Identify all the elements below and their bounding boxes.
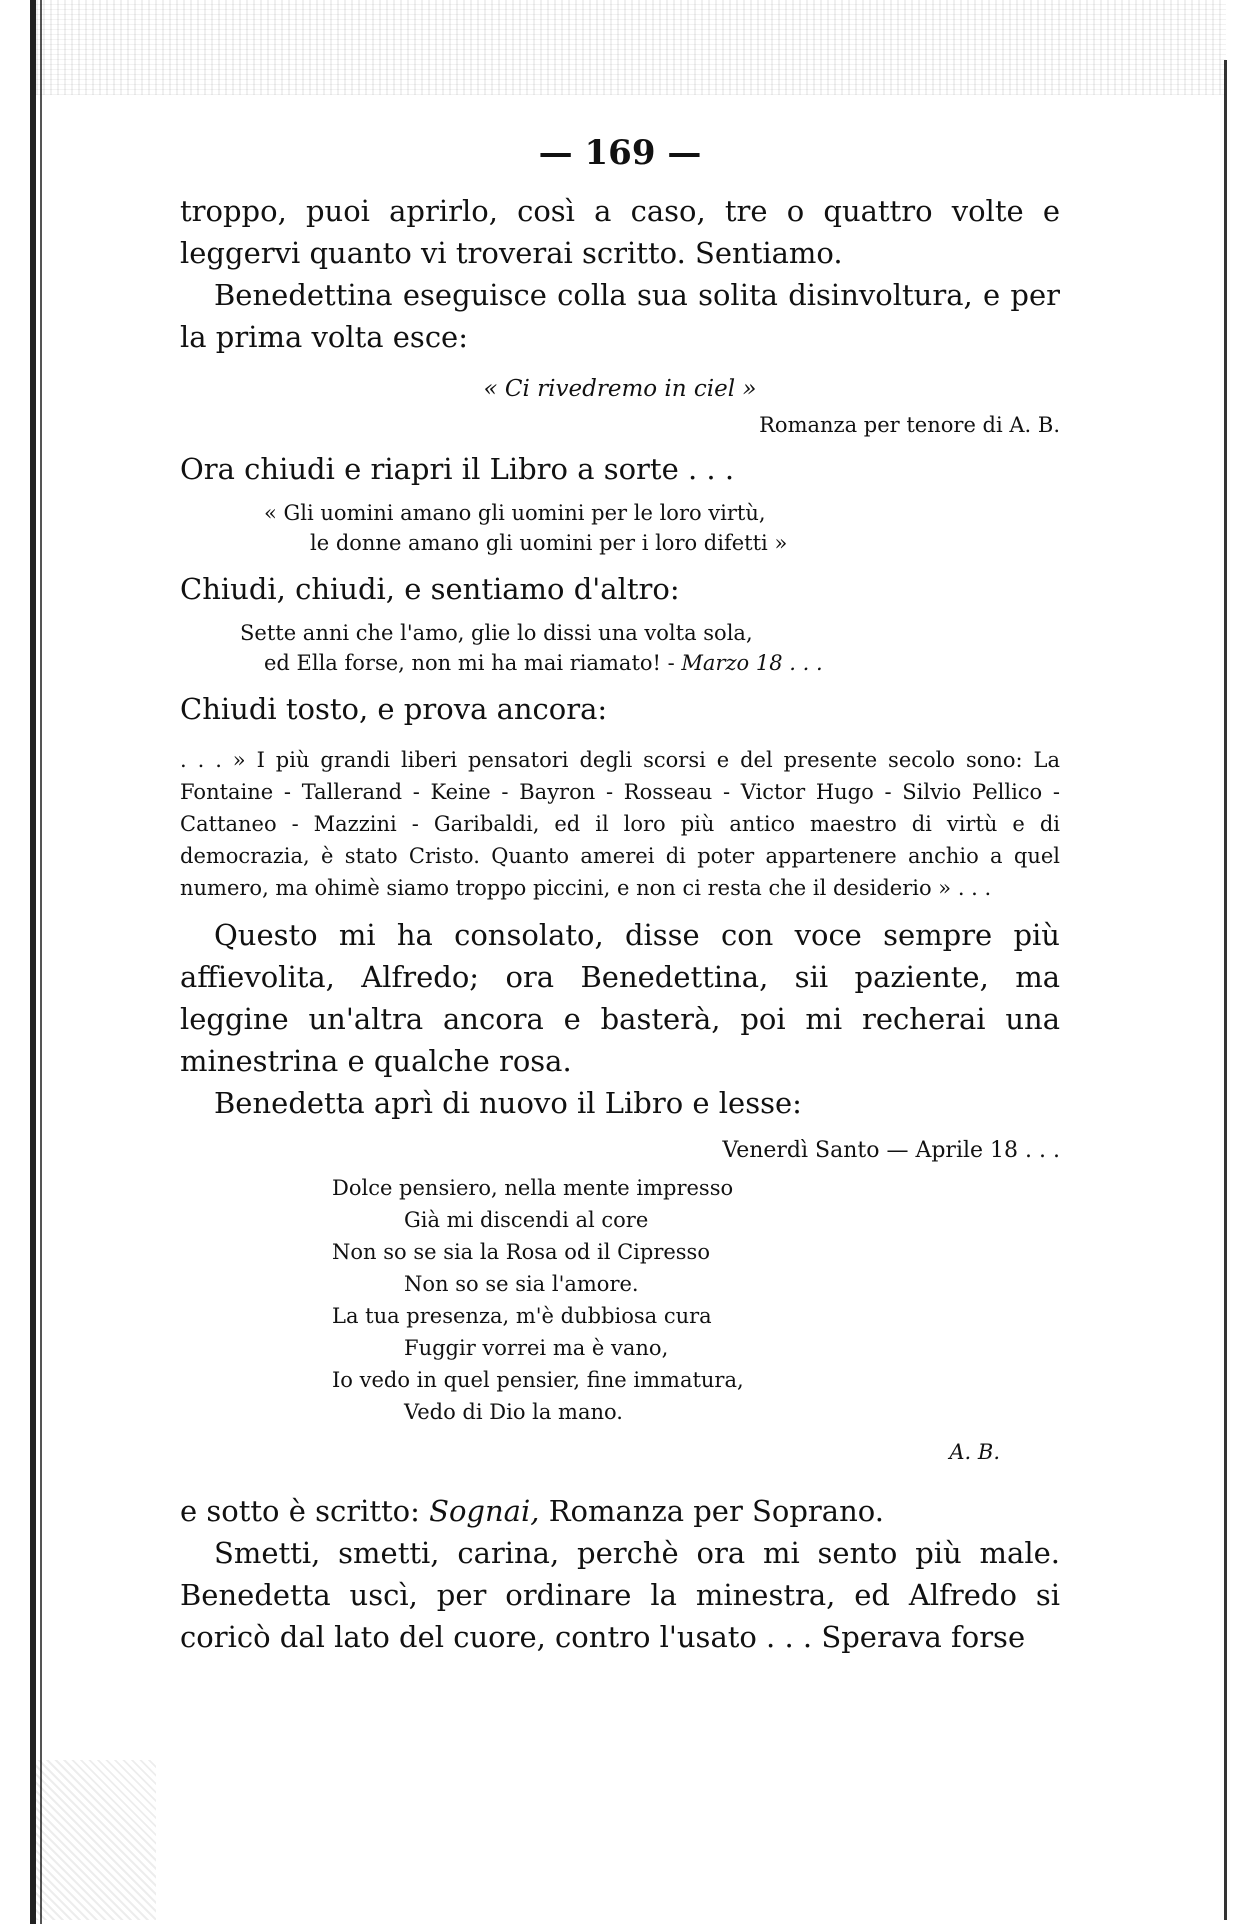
- paragraph-8-title: Sognai,: [429, 1494, 540, 1528]
- poem: [332, 1172, 1060, 1428]
- paragraph-6: Questo mi ha consolato, disse con voce sempre più affievolita, Alfredo; ora Benedettina, sii paziente, ma leggine un'altra ancora e basterà, poi mi recherai una minestrina e qualche rosa.: [180, 918, 1060, 1078]
- quote-3-date: Marzo 18 . . .: [681, 651, 823, 675]
- poem-line: Dolce pensiero, nella mente impresso: [332, 1176, 734, 1200]
- quote-2: [180, 498, 1060, 558]
- poem-line: La tua presenza, m'è dubbiosa cura: [332, 1304, 712, 1328]
- poem-line: Già mi discendi al core: [404, 1208, 649, 1232]
- paragraph-8-text-a: e sotto è scritto:: [180, 1494, 420, 1528]
- quote-4: . . . » I più grandi liberi pensatori degli scorsi e del presente secolo sono: La Fontaine - Tallerand - Keine - Bayron - Rosseau - Victor Hugo - Silvio Pellico - Cattaneo - Mazzini - Garibaldi, ed il loro più antico maestro di virtù e di democrazia, è stato Cristo. Quanto amerei di poter appartenere anchio a quel numero, ma ohimè siamo troppo piccini, e non ci resta che il desiderio » . . .: [180, 748, 1060, 900]
- poem-signature: A. B.: [949, 1440, 1000, 1464]
- quote-attribution-1: Romanza per tenore di A. B.: [759, 413, 1060, 437]
- quote-3-line-1: Sette anni che l'amo, glie lo dissi una volta sola,: [240, 621, 753, 645]
- paragraph-1: troppo, puoi aprirlo, così a caso, tre o quattro volte e leggervi quanto vi troverai scritto. Sentiamo.: [180, 194, 1060, 270]
- scan-noise-top: [36, 0, 1226, 95]
- poem-line: Vedo di Dio la mano.: [404, 1400, 623, 1424]
- quote-2-line-1: « Gli uomini amano gli uomini per le loro virtù,: [264, 501, 766, 525]
- paragraph-8-text-c: Romanza per Soprano.: [548, 1494, 884, 1528]
- quote-2-line-2: le donne amano gli uomini per i loro difetti »: [310, 531, 788, 555]
- paragraph-3: Ora chiudi e riapri il Libro a sorte . . .: [180, 452, 735, 486]
- paragraph-9: Smetti, smetti, carina, perchè ora mi sento più male. Benedetta uscì, per ordinare la minestra, ed Alfredo si coricò dal lato del cuore, contro l'usato . . . Sperava forse: [180, 1536, 1060, 1654]
- poem-line: Io vedo in quel pensier, fine immatura,: [332, 1368, 744, 1392]
- quote-title-1: « Ci rivedremo in ciel »: [483, 376, 757, 402]
- poem-line: Non so se sia l'amore.: [404, 1272, 639, 1296]
- poem-line: Fuggir vorrei ma è vano,: [404, 1336, 669, 1360]
- scan-border-left-inner: [40, 0, 42, 1924]
- quote-3: [180, 618, 1060, 678]
- scan-border-right: [1224, 60, 1227, 1920]
- quote-3-line-2: [180, 648, 1060, 678]
- paragraph-4: Chiudi, chiudi, e sentiamo d'altro:: [180, 572, 680, 606]
- poem-line: Non so se sia la Rosa od il Cipresso: [332, 1240, 710, 1264]
- paragraph-2: Benedettina eseguisce colla sua solita disinvoltura, e per la prima volta esce:: [180, 278, 1060, 354]
- paragraph-5: Chiudi tosto, e prova ancora:: [180, 692, 608, 726]
- quote-3-line-2-text: ed Ella forse, non mi ha mai riamato! -: [264, 651, 675, 675]
- paragraph-7: Benedetta aprì di nuovo il Libro e lesse:: [214, 1086, 802, 1120]
- poem-date: Venerdì Santo — Aprile 18 . . .: [722, 1138, 1060, 1163]
- page-content: [180, 130, 1060, 1658]
- scan-border-left: [30, 0, 36, 1924]
- scan-noise-bottom-left: [36, 1760, 156, 1920]
- paragraph-8: [180, 1490, 1060, 1532]
- page-number: — 169 —: [538, 133, 702, 173]
